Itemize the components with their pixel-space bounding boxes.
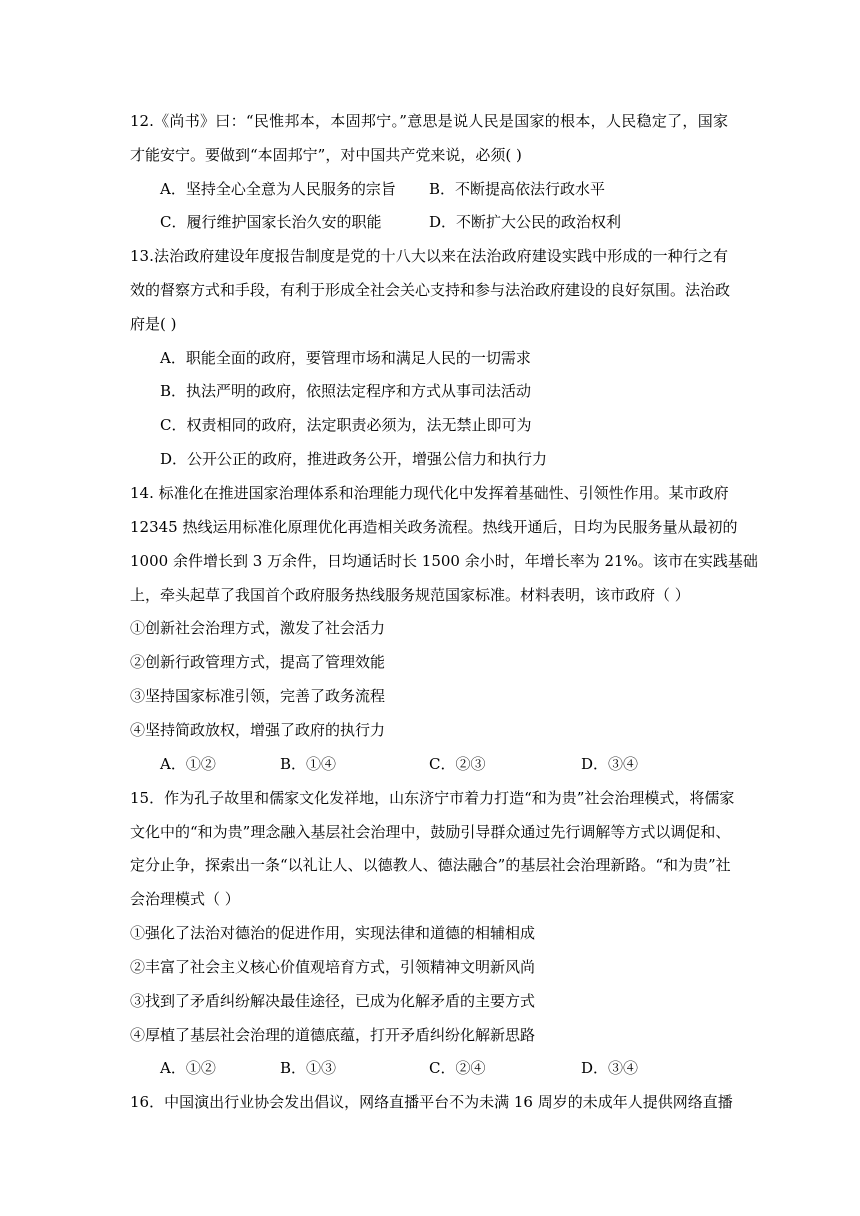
q15-item-4: ④厚植了基层社会治理的道德底蕴，打开矛盾纠纷化解新思路 [130, 1026, 536, 1044]
q14-choice-a: A．①② [160, 755, 216, 773]
q13-stem-line-3: 府是( ) [130, 315, 177, 333]
q16-stem-line-1: 16．中国演出行业协会发出倡议，网络直播平台不为未满 16 周岁的未成年人提供网络直播 [130, 1093, 733, 1111]
q15-item-2: ②丰富了社会主义核心价值观培育方式，引领精神文明新风尚 [130, 958, 536, 976]
q15-item-3: ③找到了矛盾纠纷解决最佳途径，已成为化解矛盾的主要方式 [130, 992, 536, 1010]
q13-stem-line-2: 效的督察方式和手段，有利于形成全社会关心支持和参与法治政府建设的良好氛围。法治政 [130, 281, 731, 299]
q13-option-c: C．权责相同的政府，法定职责必须为，法无禁止即可为 [160, 416, 532, 434]
q14-stem-line-4: 上，牵头起草了我国首个政府服务热线服务规范国家标准。材料表明，该市政府（ ） [130, 586, 690, 604]
q12-stem-line-2: 才能安宁。要做到“本固邦宁”，对中国共产党来说，必须( ) [130, 146, 522, 164]
q15-choice-c: C．②④ [429, 1059, 486, 1077]
q14-choice-b: B．①④ [280, 755, 337, 773]
q14-choice-c: C．②③ [429, 755, 486, 773]
q14-item-1: ①创新社会治理方式，激发了社会活力 [130, 619, 386, 637]
q14-item-4: ④坚持简政放权，增强了政府的执行力 [130, 721, 386, 739]
q15-choice-b: B．①③ [280, 1059, 337, 1077]
q14-stem-line-3: 1000 余件增长到 3 万余件，日均通话时长 1500 余小时，年增长率为 21%。该市在实践基础 [130, 552, 758, 570]
q15-stem-line-1: 15．作为孔子故里和儒家文化发祥地，山东济宁市着力打造“和为贵”社会治理模式，将儒家 [130, 789, 735, 807]
q15-stem-line-4: 会治理模式（ ） [130, 890, 240, 908]
q12-option-c: C．履行维护国家长治久安的职能 [160, 213, 382, 231]
q13-option-d: D．公开公正的政府，推进政务公开，增强公信力和执行力 [160, 450, 548, 468]
q15-stem-line-2: 文化中的“和为贵”理念融入基层社会治理中，鼓励引导群众通过先行调解等方式以调促和、 [130, 823, 731, 841]
q14-stem-line-1: 14. 标准化在推进国家治理体系和治理能力现代化中发挥着基础性、引领性作用。某市政府 [130, 484, 729, 502]
q15-item-1: ①强化了法治对德治的促进作用，实现法律和道德的相辅相成 [130, 924, 536, 942]
q12-option-b: B．不断提高依法行政水平 [429, 180, 606, 198]
q14-choice-d: D．③④ [581, 755, 639, 773]
q14-stem-line-2: 12345 热线运用标准化原理优化再造相关政务流程。热线开通后，日均为民服务量从最初的 [130, 518, 738, 536]
q14-item-2: ②创新行政管理方式，提高了管理效能 [130, 653, 386, 671]
q13-option-b: B．执法严明的政府，依照法定程序和方式从事司法活动 [160, 382, 532, 400]
q13-stem-line-1: 13.法治政府建设年度报告制度是党的十八大以来在法治政府建设实践中形成的一种行之有 [130, 247, 728, 265]
q15-choice-d: D．③④ [581, 1059, 639, 1077]
q14-item-3: ③坚持国家标准引领，完善了政务流程 [130, 687, 386, 705]
q15-choice-a: A．①② [160, 1059, 216, 1077]
q15-stem-line-3: 定分止争，探索出一条“以礼让人、以德教人、德法融合”的基层社会治理新路。“和为贵”社 [130, 856, 731, 874]
q12-option-a: A．坚持全心全意为人民服务的宗旨 [160, 180, 396, 198]
q12-option-d: D．不断扩大公民的政治权利 [429, 213, 622, 231]
q12-stem-line-1: 12.《尚书》曰：“民惟邦本，本固邦宁。”意思是说人民是国家的根本，人民稳定了，国家 [130, 112, 728, 130]
q13-option-a: A．职能全面的政府，要管理市场和满足人民的一切需求 [160, 349, 531, 367]
